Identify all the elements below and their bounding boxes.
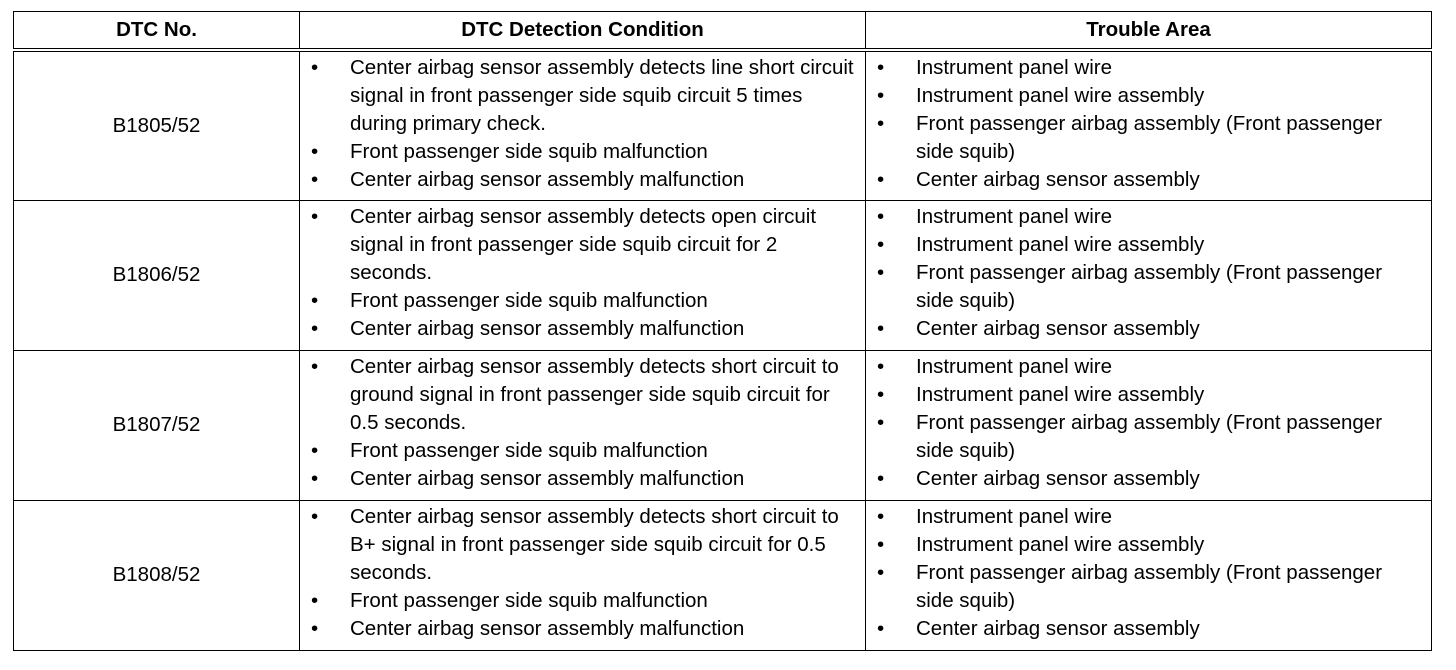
table-row [14, 500, 1432, 650]
trouble-area-item-text: Center airbag sensor assembly [916, 316, 1200, 340]
trouble-area-item [866, 166, 1423, 194]
bullet-icon: • [877, 168, 885, 191]
dtc-code: B1808/52 [14, 500, 300, 650]
bullet-icon: • [877, 616, 885, 640]
trouble-area-item [866, 231, 1423, 259]
trouble-area-item-text: Front passenger airbag assembly (Front passenger side squib) [916, 560, 1383, 612]
trouble-area-item [866, 315, 1423, 343]
trouble-area-item [866, 531, 1423, 559]
bullet-icon: • [311, 438, 319, 462]
condition-item-text: Center airbag sensor assembly detects short circuit to ground signal in front passenger side squib circuit for 0.5 seconds. [350, 354, 839, 434]
condition-item [300, 615, 857, 643]
dtc-code: B1806/52 [14, 200, 300, 350]
condition-item [300, 166, 857, 194]
trouble-area-item [866, 503, 1423, 531]
trouble-area-cell-list [866, 351, 1431, 497]
condition-item-text: Center airbag sensor assembly malfunction [350, 466, 745, 490]
bullet-icon: • [877, 354, 885, 378]
dtc-code: B1805/52 [14, 50, 300, 200]
trouble-area-item-text: Instrument panel wire assembly [916, 382, 1205, 406]
bullet-icon: • [311, 466, 319, 490]
bullet-icon: • [877, 410, 885, 434]
condition-item-text: Center airbag sensor assembly malfunction [350, 616, 745, 640]
trouble-area-item-text: Instrument panel wire assembly [916, 232, 1205, 256]
trouble-area-item [866, 381, 1423, 409]
bullet-icon: • [877, 466, 885, 490]
trouble-area-item-text: Instrument panel wire [916, 354, 1112, 378]
condition-item-text: Front passenger side squib malfunction [350, 588, 708, 612]
trouble-area-item [866, 110, 1423, 166]
detection-condition-cell [300, 350, 866, 500]
condition-item-text: Center airbag sensor assembly malfunction [350, 168, 745, 191]
bullet-icon: • [311, 204, 319, 228]
condition-item-text: Front passenger side squib malfunction [350, 438, 708, 462]
bullet-icon: • [877, 204, 885, 228]
table-row [14, 50, 1432, 200]
condition-item-text: Center airbag sensor assembly malfunction [350, 316, 745, 340]
bullet-icon: • [877, 316, 885, 340]
condition-item [300, 203, 857, 287]
condition-item [300, 353, 857, 437]
trouble-area-cell-list [866, 52, 1431, 198]
trouble-area-item-text: Instrument panel wire [916, 204, 1112, 228]
trouble-area-item [866, 54, 1423, 82]
condition-item [300, 465, 857, 493]
bullet-icon: • [877, 84, 885, 107]
table-row [14, 350, 1432, 500]
bullet-icon: • [311, 168, 319, 191]
condition-item [300, 54, 857, 138]
trouble-area-item [866, 353, 1423, 381]
trouble-area-item-text: Instrument panel wire assembly [916, 84, 1205, 107]
bullet-icon: • [877, 560, 885, 584]
trouble-area-item-text: Front passenger airbag assembly (Front passenger side squib) [916, 260, 1383, 312]
detection-condition-cell-list [300, 501, 865, 647]
bullet-icon: • [877, 260, 885, 284]
trouble-area-cell [866, 350, 1432, 500]
header-detection-condition: DTC Detection Condition [300, 12, 866, 51]
bullet-icon: • [311, 56, 319, 79]
bullet-icon: • [877, 532, 885, 556]
bullet-icon: • [877, 504, 885, 528]
trouble-area-item [866, 465, 1423, 493]
condition-item [300, 503, 857, 587]
trouble-area-cell [866, 50, 1432, 200]
detection-condition-cell [300, 200, 866, 350]
bullet-icon: • [877, 232, 885, 256]
condition-item [300, 315, 857, 343]
trouble-area-item [866, 203, 1423, 231]
dtc-code: B1807/52 [14, 350, 300, 500]
table-row [14, 200, 1432, 350]
trouble-area-item [866, 409, 1423, 465]
detection-condition-cell-list [300, 52, 865, 198]
trouble-area-item [866, 82, 1423, 110]
trouble-area-cell [866, 200, 1432, 350]
trouble-area-cell-list [866, 201, 1431, 347]
condition-item [300, 138, 857, 166]
table-body [14, 50, 1432, 650]
bullet-icon: • [311, 588, 319, 612]
detection-condition-cell-list [300, 351, 865, 497]
trouble-area-item-text: Center airbag sensor assembly [916, 168, 1200, 191]
detection-condition-cell-list [300, 201, 865, 347]
trouble-area-item [866, 615, 1423, 643]
bullet-icon: • [311, 504, 319, 528]
trouble-area-item-text: Center airbag sensor assembly [916, 616, 1200, 640]
condition-item [300, 587, 857, 615]
dtc-table [13, 11, 1432, 651]
condition-item-text: Center airbag sensor assembly detects open circuit signal in front passenger side squib circuit for 2 seconds. [350, 204, 817, 284]
condition-item-text: Center airbag sensor assembly detects short circuit to B+ signal in front passenger side squib circuit for 0.5 seconds. [350, 504, 839, 584]
trouble-area-item-text: Instrument panel wire [916, 56, 1112, 79]
bullet-icon: • [311, 354, 319, 378]
trouble-area-cell-list [866, 501, 1431, 647]
trouble-area-item-text: Center airbag sensor assembly [916, 466, 1200, 490]
trouble-area-item-text: Front passenger airbag assembly (Front passenger side squib) [916, 112, 1383, 163]
trouble-area-cell [866, 500, 1432, 650]
header-dtc-no: DTC No. [14, 12, 300, 51]
detection-condition-cell [300, 50, 866, 200]
bullet-icon: • [877, 112, 885, 135]
trouble-area-item-text: Instrument panel wire assembly [916, 532, 1205, 556]
bullet-icon: • [311, 140, 319, 163]
condition-item-text: Center airbag sensor assembly detects line short circuit signal in front passenger side squib circuit 5 times during primary check. [350, 56, 854, 135]
condition-item-text: Front passenger side squib malfunction [350, 140, 708, 163]
condition-item [300, 437, 857, 465]
bullet-icon: • [877, 56, 885, 79]
bullet-icon: • [877, 382, 885, 406]
detection-condition-cell [300, 500, 866, 650]
trouble-area-item [866, 259, 1423, 315]
bullet-icon: • [311, 316, 319, 340]
trouble-area-item-text: Front passenger airbag assembly (Front passenger side squib) [916, 410, 1383, 462]
trouble-area-item [866, 559, 1423, 615]
bullet-icon: • [311, 616, 319, 640]
header-row [14, 12, 1432, 51]
bullet-icon: • [311, 288, 319, 312]
table-header [14, 12, 1432, 51]
header-trouble-area: Trouble Area [866, 12, 1432, 51]
condition-item [300, 287, 857, 315]
condition-item-text: Front passenger side squib malfunction [350, 288, 708, 312]
trouble-area-item-text: Instrument panel wire [916, 504, 1112, 528]
